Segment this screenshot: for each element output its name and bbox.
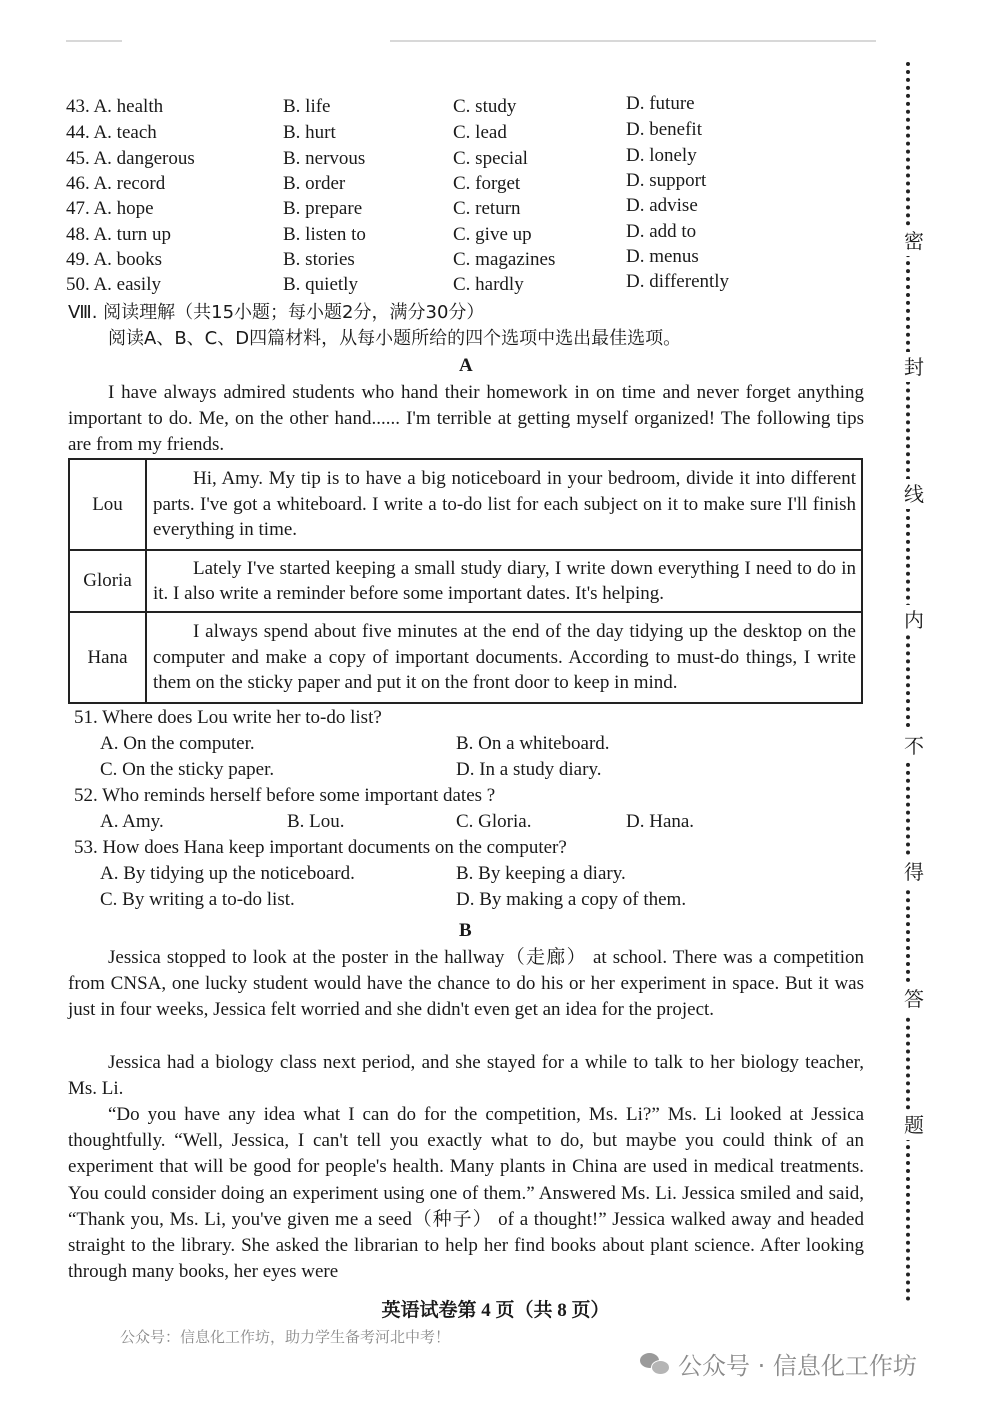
choice-d: D. differently (626, 271, 730, 292)
choice-a: 50. A. easily (66, 274, 161, 295)
choice-c: C. study (453, 96, 517, 117)
section-instruction: 阅读A、B、C、D四篇材料，从每小题所给的四个选项中选出最佳选项。 (108, 328, 682, 349)
choice-d: D. support (626, 170, 707, 191)
choice-row-43 (66, 93, 866, 121)
question-52-option-b[interactable]: B. Lou. (287, 811, 345, 832)
choice-row-48 (66, 221, 866, 249)
tip-text-cell (146, 550, 862, 612)
passage-b-paragraph-1 (68, 945, 864, 1024)
choice-b: B. life (283, 96, 331, 117)
top-rule-right (390, 40, 876, 42)
choice-b: B. nervous (283, 148, 366, 169)
question-51-stem: 51. Where does Lou write her to-do list? (74, 707, 382, 728)
section-heading: Ⅷ. 阅读理解（共15小题；每小题2分，满分30分） (68, 302, 485, 323)
seal-char: 得 (900, 857, 928, 887)
seal-char: 内 (900, 605, 928, 635)
choice-row-44 (66, 119, 866, 147)
question-52-option-c[interactable]: C. Gloria. (456, 811, 532, 832)
page-footer: 英语试卷第 4 页（共 8 页） (381, 1300, 610, 1321)
choice-c: C. give up (453, 224, 532, 245)
tip-row-lou (69, 459, 862, 550)
choice-a: 49. A. books (66, 249, 163, 270)
passage-a-intro-text: I have always admired students who hand their homework in on time and never forget anything important to do. Me, on the other hand...... I'm terrible at getting myself organized! The following tips are from my friends. (68, 382, 864, 456)
question-51-option-c[interactable]: C. On the sticky paper. (100, 759, 275, 780)
choice-b: B. quietly (283, 274, 358, 295)
passage-a-intro (68, 380, 864, 459)
choice-row-50 (66, 271, 866, 299)
tip-row-hana (69, 612, 862, 703)
choice-b: B. listen to (283, 224, 366, 245)
tips-table (68, 458, 863, 704)
top-rule-left (66, 40, 122, 42)
seal-char: 答 (900, 984, 928, 1014)
question-53-option-c[interactable]: C. By writing a to-do list. (100, 889, 295, 910)
passage-b-label: B (459, 920, 472, 941)
tip-text: I always spend about five minutes at the end of the day tidying up the desktop on the computer and make a copy of important documents. According to must-do things, I write them on the sticky paper and put it on the front door to keep in mind. (153, 621, 856, 694)
watermark-left: 公众号：信息化工作坊，助力学生备考河北中考！ (120, 1328, 451, 1346)
question-53-option-a[interactable]: A. By tidying up the noticeboard. (100, 863, 355, 884)
passage-a-label: A (459, 355, 473, 376)
seal-char: 密 (900, 226, 928, 256)
question-53-stem: 53. How does Hana keep important documents on the computer? (74, 837, 567, 858)
choice-c: C. hardly (453, 274, 524, 295)
choice-row-47 (66, 195, 866, 223)
question-52-stem: 52. Who reminds herself before some important dates ? (74, 785, 496, 806)
choice-c: C. special (453, 148, 528, 169)
watermark-right-text: 公众号 · 信息化工作坊 (678, 1352, 917, 1380)
tip-row-gloria (69, 550, 862, 612)
question-51-option-d[interactable]: D. In a study diary. (456, 759, 602, 780)
question-53-option-b[interactable]: B. By keeping a diary. (456, 863, 626, 884)
tip-text: Hi, Amy. My tip is to have a big noticeboard in your bedroom, divide it into different parts. I've got a whiteboard. I write a to-do list for each subject on it to make sure I'll finish everything in time. (153, 468, 856, 541)
choice-d: D. future (626, 93, 695, 114)
choice-a: 48. A. turn up (66, 224, 172, 245)
choice-c: C. lead (453, 122, 507, 143)
choice-b: B. prepare (283, 198, 363, 219)
passage-b-paragraph-2 (68, 1050, 864, 1102)
choice-a: 45. A. dangerous (66, 148, 195, 169)
choice-a: 46. A. record (66, 173, 166, 194)
tip-name: Hana (69, 612, 146, 703)
choice-row-45 (66, 145, 866, 173)
choice-d: D. menus (626, 246, 699, 267)
choice-b: B. order (283, 173, 346, 194)
choice-d: D. benefit (626, 119, 702, 140)
choice-d: D. lonely (626, 145, 697, 166)
tip-text-cell (146, 459, 862, 550)
seal-char: 不 (900, 731, 928, 761)
choice-c: C. magazines (453, 249, 556, 270)
tip-name: Lou (69, 459, 146, 550)
wechat-icon (640, 1351, 670, 1377)
choice-b: B. stories (283, 249, 355, 270)
seal-char: 题 (900, 1110, 928, 1140)
question-53-option-d[interactable]: D. By making a copy of them. (456, 889, 687, 910)
question-52-option-a[interactable]: A. Amy. (100, 811, 164, 832)
choice-a: 47. A. hope (66, 198, 154, 219)
question-51-option-b[interactable]: B. On a whiteboard. (456, 733, 610, 754)
choice-d: D. advise (626, 195, 698, 216)
tip-text-cell (146, 612, 862, 703)
tip-text: Lately I've started keeping a small study diary, I write down everything I need to do in it. I also write a reminder before some important dates. It's helping. (153, 557, 856, 604)
choice-a: 43. A. health (66, 96, 164, 117)
passage-b-paragraph-3-text: “Do you have any idea what I can do for the competition, Ms. Li?” Ms. Li looked at Jessica thoughtfully. “Well, Jessica, I can't tell you exactly what to do, but maybe you could think of an experiment that will be good for people's health. Many plants in China are used in medical treatments. You could consider doing an experiment using one of them.” Answered Ms. Li. Jessica smiled and said, “Thank you, Ms. Li, you've given me a seed（种子） of a thought!” Jessica walked away and headed straight to the library. She asked the librarian to help her find books about plant science. After looking through many books, her eyes were (68, 1104, 864, 1283)
question-51-option-a[interactable]: A. On the computer. (100, 733, 255, 754)
choice-d: D. add to (626, 221, 697, 242)
seal-char: 线 (900, 479, 928, 509)
passage-b-paragraph-2-text: Jessica had a biology class next period, and she stayed for a while to talk to her biology teacher, Ms. Li. (68, 1052, 864, 1100)
watermark-right (640, 1346, 917, 1381)
choice-a: 44. A. teach (66, 122, 157, 143)
choice-c: C. forget (453, 173, 521, 194)
seal-char: 封 (900, 352, 928, 382)
choice-b: B. hurt (283, 122, 336, 143)
passage-b-paragraph-1-text: Jessica stopped to look at the poster in the hallway（走廊） at school. There was a competition from CNSA, one lucky student would have the chance to do his or her experiment in space. But it was just in four weeks, Jessica felt worried and she didn't even get an idea for the project. (68, 947, 864, 1021)
choice-row-49 (66, 246, 866, 274)
passage-b-paragraph-3 (68, 1102, 864, 1285)
tip-name: Gloria (69, 550, 146, 612)
choice-row-46 (66, 170, 866, 198)
choice-c: C. return (453, 198, 521, 219)
question-52-option-d[interactable]: D. Hana. (626, 811, 695, 832)
